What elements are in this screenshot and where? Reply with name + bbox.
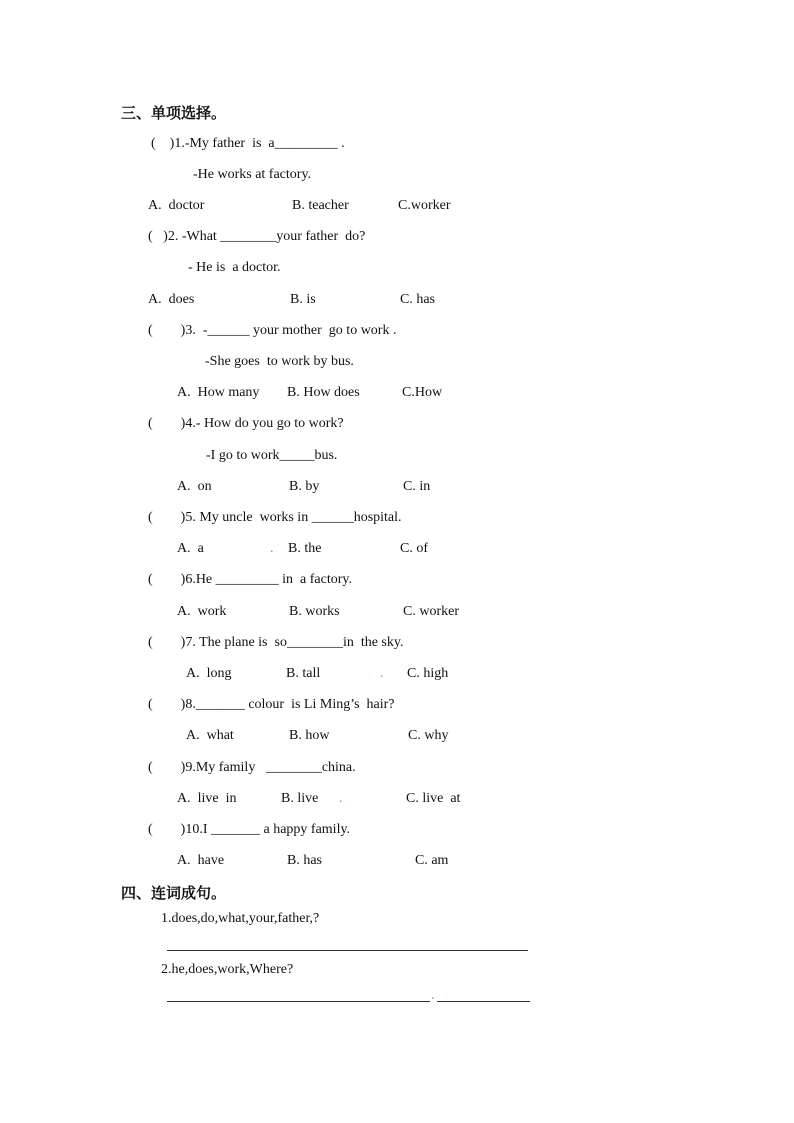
sentence-2-answer-line-left: [167, 1001, 430, 1002]
question-8-stem: ( )8._______ colour is Li Ming’s hair?: [148, 697, 395, 712]
question-5-option-b: B. the: [288, 541, 322, 556]
question-3-option-b: B. How does: [287, 385, 360, 400]
question-1-option-a: A. doctor: [148, 198, 205, 213]
question-4-answer-line: -I go to work_____bus.: [206, 448, 338, 463]
question-9-option-b: B. live: [281, 791, 319, 806]
question-10-option-b: B. has: [287, 853, 322, 868]
question-6-stem: ( )6.He _________ in a factory.: [148, 572, 352, 587]
question-4-option-b: B. by: [289, 479, 320, 494]
question-10-option-c: C. am: [415, 853, 449, 868]
question-5-option-c: C. of: [400, 541, 428, 556]
question-9-option-c: C. live at: [406, 791, 461, 806]
question-6-option-c: C. worker: [403, 604, 459, 619]
section-3-heading: 三、单项选择。: [121, 104, 227, 122]
question-7-option-a: A. long: [186, 666, 232, 681]
question-1-option-c: C.worker: [398, 198, 451, 213]
question-5-mark: .: [270, 541, 274, 556]
sentence-1-answer-line: [167, 950, 528, 951]
question-3-stem: ( )3. -______ your mother go to work .: [148, 323, 397, 338]
question-8-option-b: B. how: [289, 728, 330, 743]
question-7-mark: .: [380, 666, 384, 681]
question-2-answer-line: - He is a doctor.: [188, 260, 281, 275]
question-7-stem: ( )7. The plane is so________in the sky.: [148, 635, 404, 650]
sentence-2-prompt: 2.he,does,work,Where?: [161, 962, 294, 977]
question-10-stem: ( )10.I _______ a happy family.: [148, 822, 351, 837]
question-9-mark: .: [339, 791, 343, 806]
question-4-stem: ( )4.- How do you go to work?: [148, 416, 344, 431]
question-5-option-a: A. a: [177, 541, 204, 556]
question-6-option-a: A. work: [177, 604, 227, 619]
question-4-option-c: C. in: [403, 479, 431, 494]
question-8-option-c: C. why: [408, 728, 449, 743]
sentence-2-mark: .: [431, 988, 435, 1003]
question-7-option-b: B. tall: [286, 666, 321, 681]
sentence-1-prompt: 1.does,do,what,your,father,?: [161, 911, 320, 926]
question-2-stem: ( )2. -What ________your father do?: [148, 229, 366, 244]
question-2-option-a: A. does: [148, 292, 195, 307]
question-2-option-b: B. is: [290, 292, 316, 307]
question-3-answer-line: -She goes to work by bus.: [205, 354, 354, 369]
sentence-2-answer-line-right: [437, 1001, 530, 1002]
question-1-stem: ( )1.-My father is a_________ .: [151, 136, 345, 151]
question-10-option-a: A. have: [177, 853, 225, 868]
question-1-answer-line: -He works at factory.: [193, 167, 312, 182]
section-4-heading: 四、连词成句。: [121, 884, 227, 902]
question-5-stem: ( )5. My uncle works in ______hospital.: [148, 510, 402, 525]
question-9-stem: ( )9.My family ________china.: [148, 760, 356, 775]
question-4-option-a: A. on: [177, 479, 212, 494]
question-3-option-a: A. How many: [177, 385, 260, 400]
question-2-option-c: C. has: [400, 292, 435, 307]
question-3-option-c: C.How: [402, 385, 443, 400]
question-7-option-c: C. high: [407, 666, 449, 681]
question-8-option-a: A. what: [186, 728, 234, 743]
question-9-option-a: A. live in: [177, 791, 237, 806]
question-6-option-b: B. works: [289, 604, 340, 619]
question-1-option-b: B. teacher: [292, 198, 349, 213]
